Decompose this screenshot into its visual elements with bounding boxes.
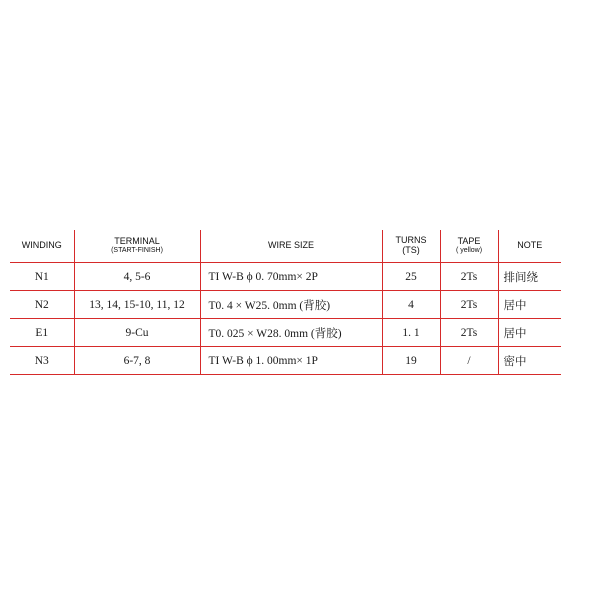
cell-terminal: 4, 5-6: [74, 263, 200, 291]
cell-note: 居中: [498, 291, 561, 319]
cell-tape: 2Ts: [440, 291, 498, 319]
cell-terminal: 9-Cu: [74, 319, 200, 347]
cell-winding: N3: [10, 347, 74, 375]
cell-turns: 4: [382, 291, 440, 319]
cell-wire-size: T0. 4 × W25. 0mm (背胶): [200, 291, 382, 319]
cell-winding: E1: [10, 319, 74, 347]
cell-note: 排间绕: [498, 263, 561, 291]
table-header-row: [10, 230, 561, 263]
cell-tape: /: [440, 347, 498, 375]
header-winding: WINDING: [10, 230, 74, 263]
cell-wire-size: TI W-B ϕ 0. 70mm× 2P: [200, 263, 382, 291]
winding-spec-table: [10, 230, 561, 375]
header-tape-sub: ( yellow): [455, 247, 483, 255]
header-terminal: TERMINAL (START-FINISH): [74, 230, 200, 263]
header-tape: TAPE ( yellow): [440, 230, 498, 263]
cell-note: 居中: [498, 319, 561, 347]
cell-terminal: 6-7, 8: [74, 347, 200, 375]
cell-turns: 19: [382, 347, 440, 375]
header-note: NOTE: [498, 230, 561, 263]
cell-turns: 1. 1: [382, 319, 440, 347]
header-terminal-sub: (START-FINISH): [111, 247, 163, 255]
cell-tape: 2Ts: [440, 263, 498, 291]
table-row: [10, 291, 561, 319]
cell-wire-size: T0. 025 × W28. 0mm (背胶): [200, 319, 382, 347]
cell-winding: N1: [10, 263, 74, 291]
cell-winding: N2: [10, 291, 74, 319]
table-row: [10, 263, 561, 291]
header-turns: TURNS (TS): [382, 230, 440, 263]
table-row: [10, 319, 561, 347]
cell-turns: 25: [382, 263, 440, 291]
header-wire-size: WIRE SIZE: [200, 230, 382, 263]
cell-tape: 2Ts: [440, 319, 498, 347]
cell-terminal: 13, 14, 15-10, 11, 12: [74, 291, 200, 319]
header-turns-sub: (TS): [402, 245, 420, 255]
table-row: [10, 347, 561, 375]
cell-wire-size: TI W-B ϕ 1. 00mm× 1P: [200, 347, 382, 375]
cell-note: 密中: [498, 347, 561, 375]
